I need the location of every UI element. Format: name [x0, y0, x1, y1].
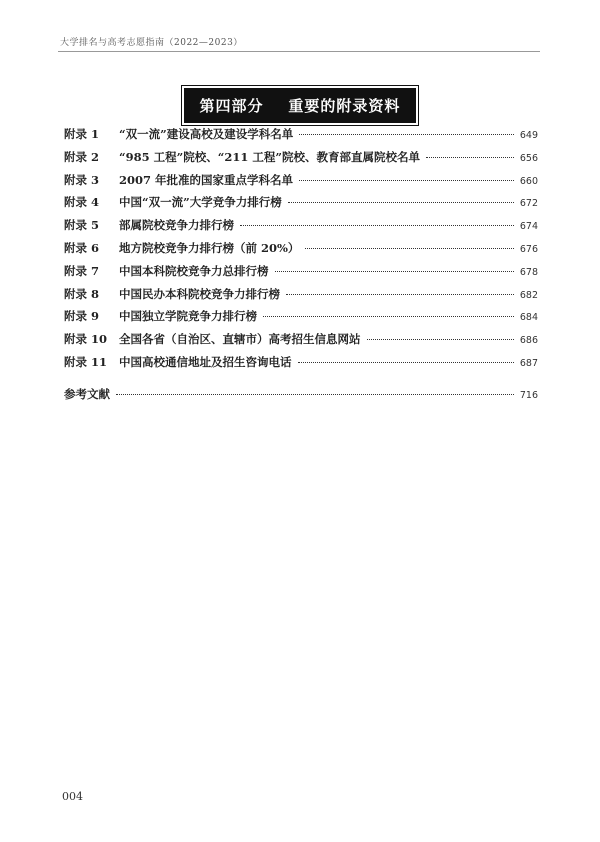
references-page: 716 [519, 390, 538, 401]
references-title: 参考文献 [64, 387, 110, 401]
toc-entry-number: 附录 11 [64, 354, 108, 369]
toc-dot-leader [305, 248, 513, 249]
toc-entry-number: 附录 6 [64, 240, 100, 255]
part-title-container [0, 88, 600, 123]
toc-entry-number: 附录 10 [64, 332, 108, 347]
references-section [64, 386, 538, 409]
toc-entry[interactable] [64, 194, 538, 217]
toc-entry[interactable] [64, 331, 538, 354]
header-rule [58, 51, 540, 52]
toc-entry[interactable] [64, 172, 538, 195]
toc-list [64, 126, 538, 377]
toc-dot-leader [367, 339, 514, 340]
toc-entry-page: 672 [519, 198, 538, 210]
toc-entry[interactable] [64, 149, 538, 172]
toc-dot-leader [426, 157, 514, 158]
toc-dot-leader [298, 362, 514, 363]
toc-entry-title: 2007 年批准的国家重点学科名单 [119, 172, 294, 187]
toc-entry-number: 附录 8 [64, 286, 100, 301]
page-number: 004 [62, 790, 83, 803]
toc-entry-number: 附录 9 [64, 309, 100, 324]
references-entry[interactable] [64, 386, 538, 409]
toc-dot-leader [299, 134, 514, 135]
toc-entry-title: 中国“双一流”大学竞争力排行榜 [119, 195, 282, 210]
toc-entry[interactable] [64, 126, 538, 149]
toc-entry-page: 676 [519, 243, 538, 255]
toc-dot-leader [240, 225, 514, 226]
toc-entry-title: 中国本科院校竞争力总排行榜 [119, 263, 269, 278]
toc-entry[interactable] [64, 263, 538, 286]
running-header: 大学排名与高考志愿指南（2022—2023） [60, 38, 243, 48]
toc-entry-page: 684 [519, 312, 538, 324]
toc-entry-number: 附录 3 [64, 172, 100, 187]
toc-dot-leader [116, 394, 514, 395]
toc-entry-page: 649 [519, 130, 538, 141]
toc-entry[interactable] [64, 217, 538, 240]
toc-entry-title: “双一流”建设高校及建设学科名单 [119, 127, 294, 141]
toc-dot-leader [263, 316, 514, 317]
toc-entry-number: 附录 7 [64, 263, 100, 278]
toc-entry-page: 674 [519, 221, 538, 233]
toc-entry[interactable] [64, 286, 538, 309]
toc-entry-title: “985 工程”院校、“211 工程”院校、教育部直属院校名单 [119, 149, 420, 164]
toc-entry-title: 中国独立学院竞争力排行榜 [119, 309, 257, 324]
toc-dot-leader [288, 202, 514, 203]
toc-dot-leader [286, 294, 514, 295]
toc-entry-number: 附录 1 [64, 127, 100, 141]
toc-entry-page: 656 [519, 152, 538, 164]
toc-entry-number: 附录 2 [64, 149, 100, 164]
toc-entry[interactable] [64, 354, 538, 377]
toc-entry[interactable] [64, 308, 538, 331]
toc-entry-title: 全国各省（自治区、直辖市）高考招生信息网站 [119, 332, 361, 347]
toc-entry-title: 部属院校竞争力排行榜 [119, 218, 234, 233]
toc-entry-number: 附录 4 [64, 195, 100, 210]
toc-entry-title: 中国高校通信地址及招生咨询电话 [119, 354, 292, 369]
toc-entry-page: 682 [519, 289, 538, 301]
part-title: 第四部分 重要的附录资料 [184, 88, 417, 123]
toc-entry-page: 678 [519, 266, 538, 278]
toc-dot-leader [275, 271, 514, 272]
toc-entry-page: 686 [519, 335, 538, 347]
toc-entry-page: 687 [519, 357, 538, 369]
toc-entry[interactable] [64, 240, 538, 263]
toc-entry-title: 中国民办本科院校竞争力排行榜 [119, 286, 280, 301]
toc-dot-leader [299, 180, 514, 181]
toc-entry-title: 地方院校竞争力排行榜（前 20%） [119, 240, 300, 255]
toc-entry-page: 660 [519, 175, 538, 187]
toc-entry-number: 附录 5 [64, 218, 100, 233]
